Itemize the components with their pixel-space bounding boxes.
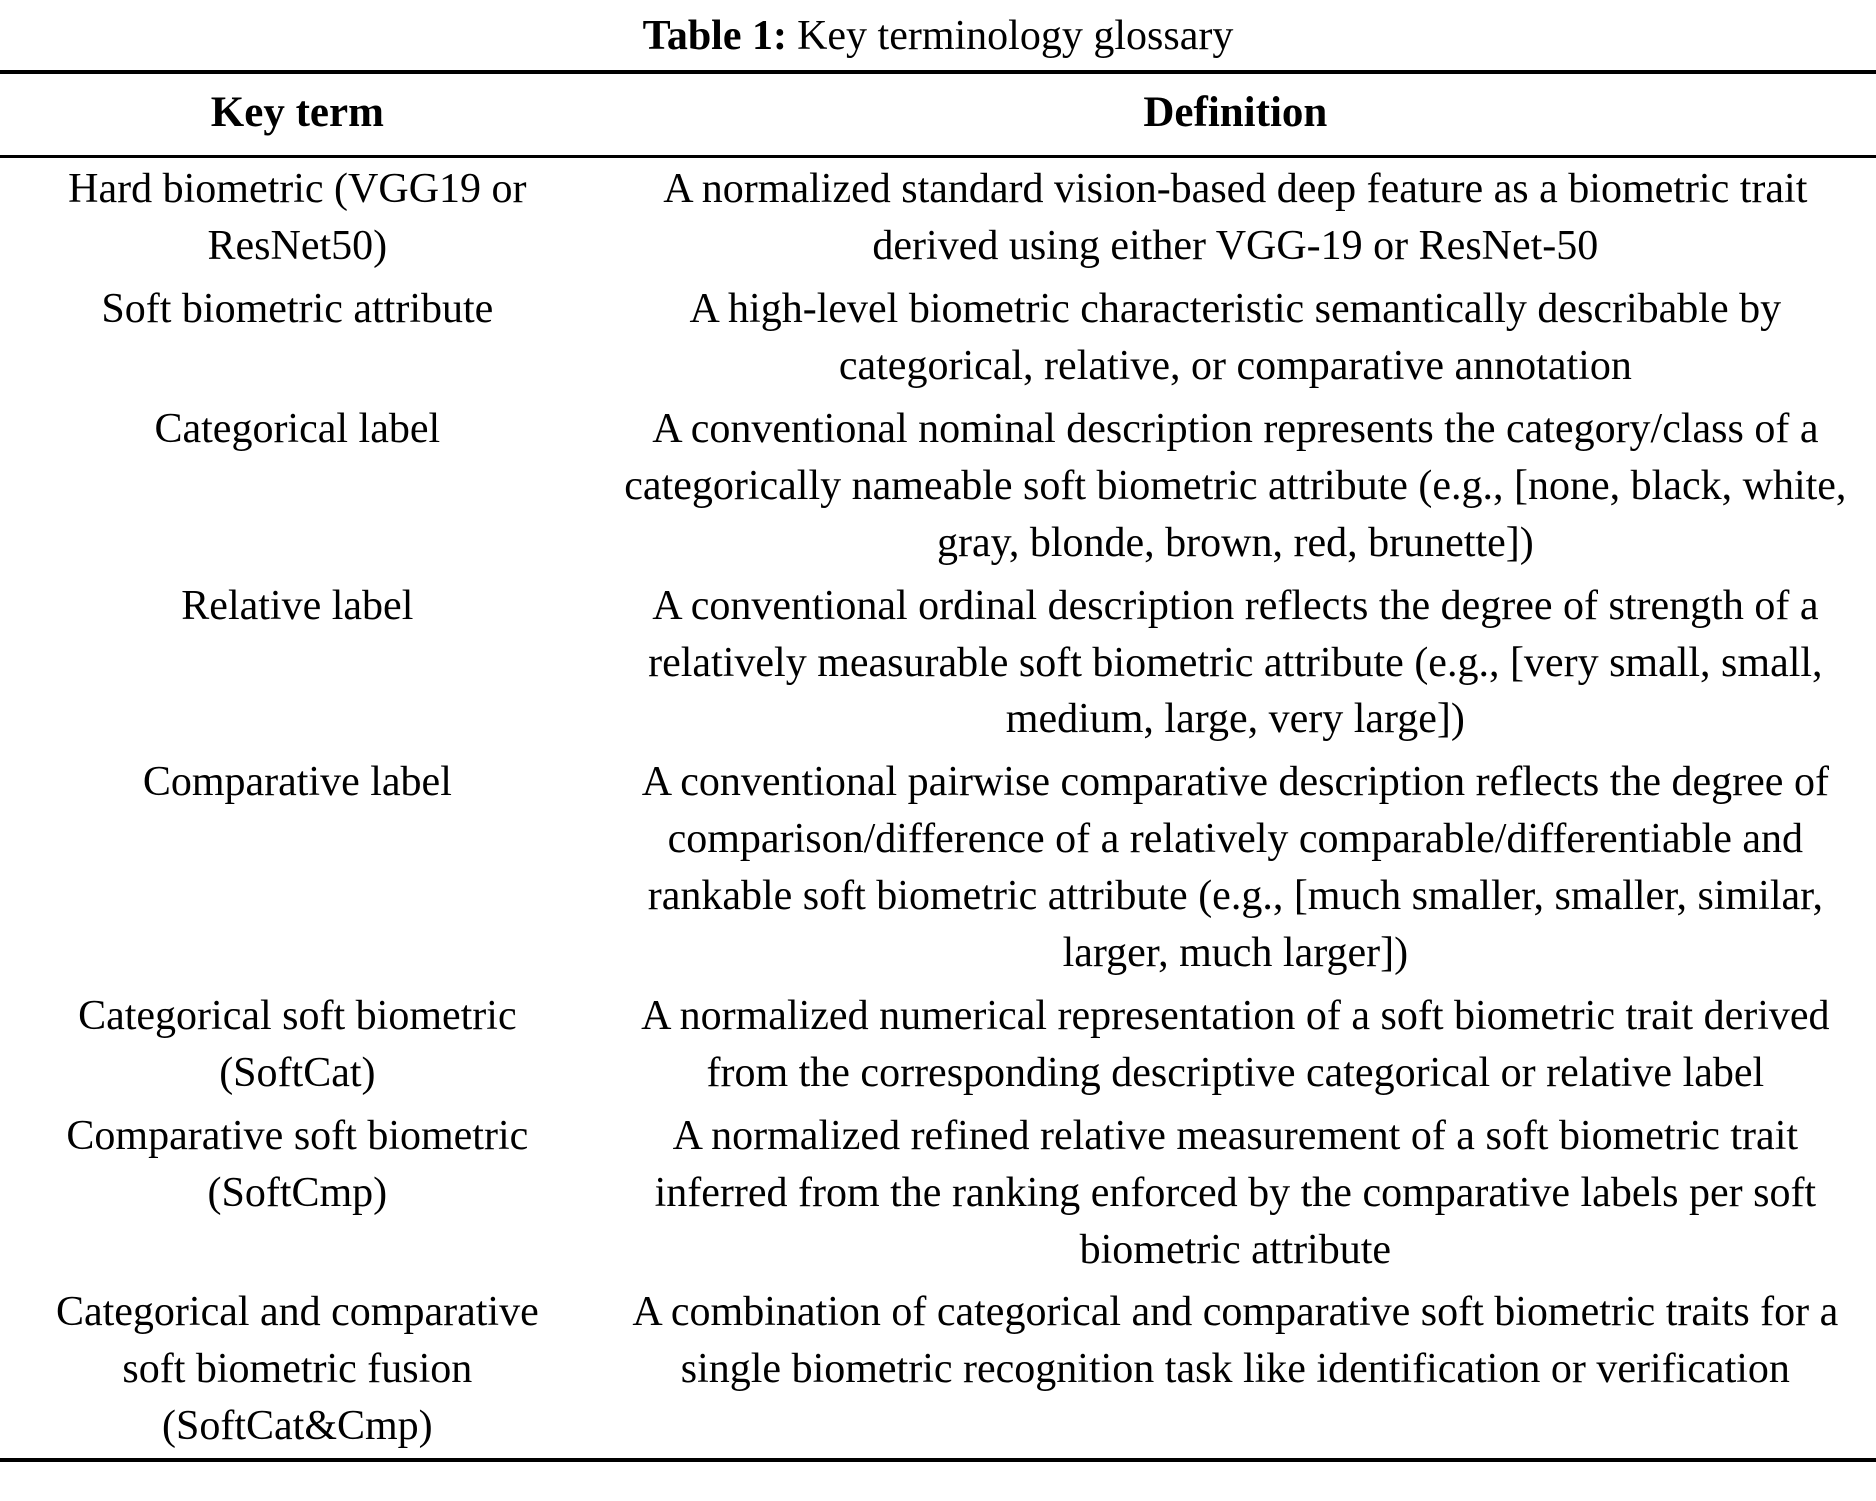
term-cell: Comparative soft biometric (SoftCmp) <box>66 1112 529 1216</box>
glossary-table-header <box>0 72 1876 157</box>
definition-cell: A conventional pairwise comparative description reflects the degree of comparison/difference of a relatively comparable/differentiable and rankable soft biometric attribute (e.g., [much smaller, smaller, similar, larger, much larger]) <box>641 759 1829 977</box>
definition-cell: A normalized refined relative measurement of a soft biometric trait inferred from the ranking enforced by the comparative labels per soft biometric attribute <box>654 1112 1817 1273</box>
table-caption-title: Key terminology glossary <box>797 13 1234 59</box>
term-cell: Hard biometric (VGG19 or ResNet50) <box>68 166 527 270</box>
table-caption-label: Table 1: <box>642 13 787 59</box>
glossary-table <box>0 70 1876 1462</box>
column-header-definition: Definition <box>595 72 1876 157</box>
term-cell: Relative label <box>181 582 414 629</box>
table-row <box>0 985 1876 1105</box>
column-header-key-term: Key term <box>0 72 595 157</box>
term-cell: Categorical label <box>154 405 441 452</box>
term-cell: Categorical and comparative soft biometric fusion (SoftCat&Cmp) <box>55 1289 539 1450</box>
definition-cell: A high-level biometric characteristic semantically describable by categorical, relative, or comparative annotation <box>689 286 1782 389</box>
definition-cell: A normalized numerical representation of a soft biometric trait derived from the corresponding descriptive categorical or relative label <box>641 992 1830 1096</box>
table-caption <box>0 0 1876 70</box>
table-row <box>0 157 1876 278</box>
table-row <box>0 1281 1876 1460</box>
table-row <box>0 398 1876 575</box>
table-row <box>0 278 1876 398</box>
glossary-table-body <box>0 157 1876 1460</box>
definition-cell: A combination of categorical and comparative soft biometric traits for a single biometric recognition task like identification or verification <box>632 1289 1839 1393</box>
table-row <box>0 575 1876 752</box>
table-row <box>0 1105 1876 1282</box>
term-cell: Comparative label <box>142 759 452 806</box>
definition-cell: A normalized standard vision-based deep feature as a biometric trait derived using either VGG-19 or ResNet-50 <box>663 166 1808 270</box>
header-row <box>0 72 1876 157</box>
term-cell: Soft biometric attribute <box>101 286 494 333</box>
term-cell: Categorical soft biometric (SoftCat) <box>78 992 517 1096</box>
definition-cell: A conventional nominal description represents the category/class of a categorically nameable soft biometric attribute (e.g., [none, black, white, gray, blonde, brown, red, brunette]) <box>624 405 1847 566</box>
table-row <box>0 751 1876 985</box>
definition-cell: A conventional ordinal description reflects the degree of strength of a relatively measurable soft biometric attribute (e.g., [very small, small, medium, large, very large]) <box>648 582 1823 743</box>
